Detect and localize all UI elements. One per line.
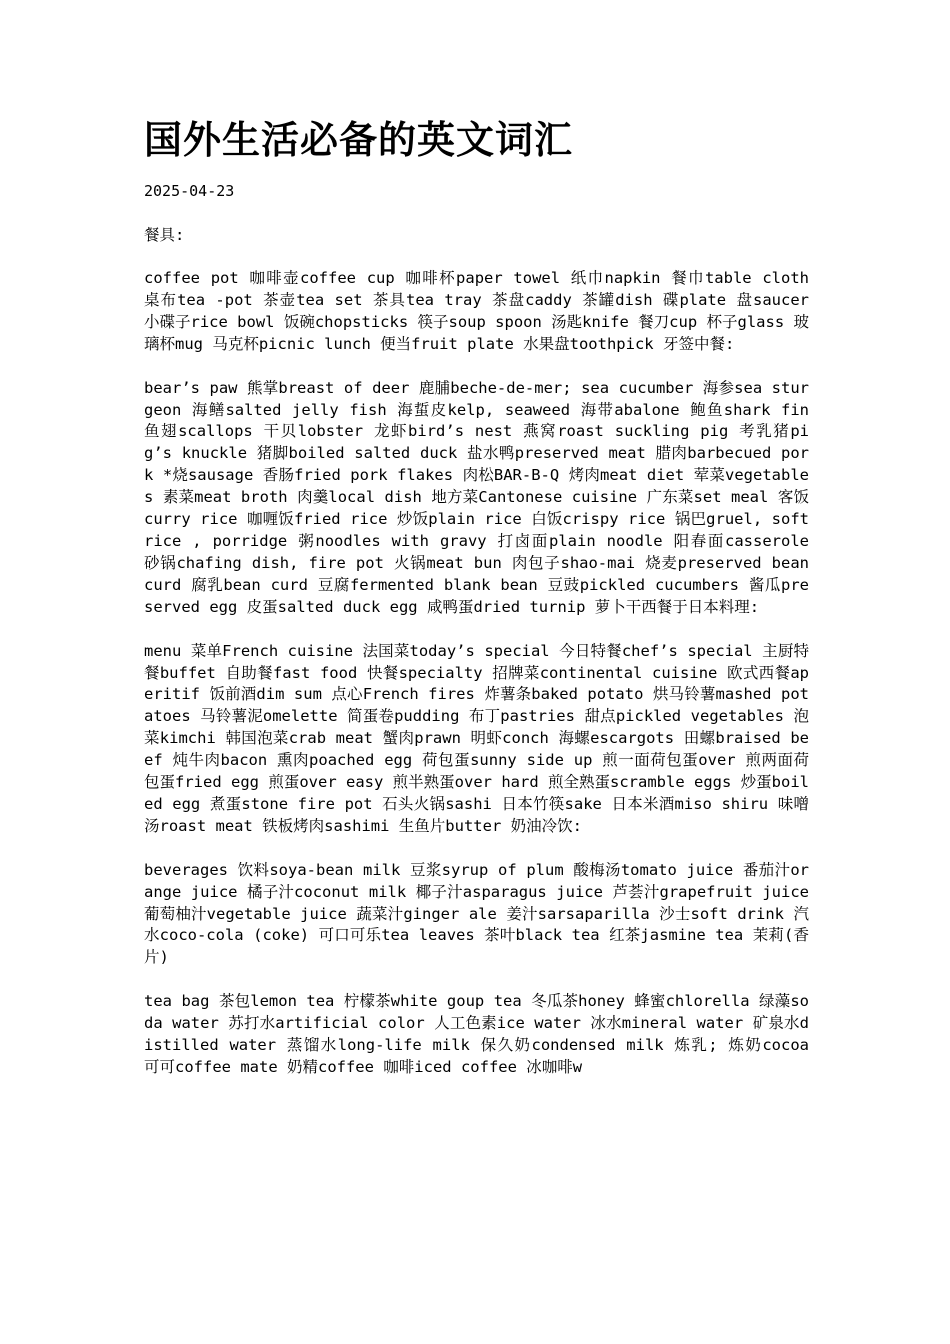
paragraph-western-japanese-food: menu 菜单French cuisine 法国菜today’s special 今日特餐chef’s special 主厨特餐buffet 自助餐fast food 快餐specialty 招牌菜continental cuisine 欧式西餐aperitif 饭前酒dim sum 点心French fires 炸薯条baked potato 烘马铃薯mashed potatoes 马铃薯泥omelette 简蛋卷pudding 布丁pastries 甜点pickled vegetables 泡菜kimchi 韩国泡菜crab meat 蟹肉prawn 明虾conch 海螺escargots 田螺braised beef 炖牛肉bacon 熏肉poached egg 荷包蛋sunny side up 煎一面荷包蛋over 煎两面荷包蛋fried egg 煎蛋over easy 煎半熟蛋over hard 煎全熟蛋scramble eggs 炒蛋boiled egg 煮蛋stone fire pot 石头火锅sashi 日本竹筷sake 日本米酒miso shiru 味噌汤roast meat 铁板烤肉sashimi 生鱼片butter 奶油冷饮:: [144, 641, 809, 835]
paragraph-chinese-food: bear’s paw 熊掌breast of deer 鹿脯beche-de-mer; sea cucumber 海参sea sturgeon 海鳝salted jelly fish 海蜇皮kelp, seaweed 海带abalone 鲍鱼shark fin 鱼翅scallops 干贝lobster 龙虾bird’s nest 燕窝roast suckling pig 考乳猪pig’s knuckle 猪脚boiled salted duck 盐水鸭preserved meat 腊肉barbecued pork *烧sausage 香肠fried pork flakes 肉松BAR-B-Q 烤肉meat diet 荤菜vegetables 素菜meat broth 肉羹local dish 地方菜Cantonese cuisine 广东菜set meal 客饭curry rice 咖喱饭fried rice 炒饭plain rice 白饭crispy rice 锅巴gruel, soft rice , porridge 粥noodles with gravy 打卤面plain noodle 阳春面casserole 砂锅chafing dish, fire pot 火锅meat bun 肉包子shao-mai 烧麦preserved bean curd 腐乳bean curd 豆腐fermented blank bean 豆豉pickled cucumbers 酱瓜preserved egg 皮蛋salted duck egg 咸鸭蛋dried turnip 萝卜干西餐于日本料理:: [144, 378, 809, 616]
document-page: [144, 112, 809, 1101]
document-title: 国外生活必备的英文词汇: [144, 117, 574, 162]
paragraph-tableware: coffee pot 咖啡壶coffee cup 咖啡杯paper towel 纸巾napkin 餐巾table cloth 桌布tea -pot 茶壶tea set 茶具tea tray 茶盘caddy 茶罐dish 碟plate 盘saucer 小碟子rice bowl 饭碗chopsticks 筷子soup spoon 汤匙knife 餐刀cup 杯子glass 玻璃杯mug 马克杯picnic lunch 便当fruit plate 水果盘toothpick 牙签中餐:: [144, 269, 809, 353]
publish-date: 2025-04-23: [144, 182, 235, 200]
paragraph-beverages: beverages 饮料soya-bean milk 豆浆syrup of plum 酸梅汤tomato juice 番茄汁orange juice 橘子汁coconut milk 椰子汁asparagus juice 芦荟汁grapefruit juice 葡萄柚汁vegetable juice 蔬菜汁ginger ale 姜汁sarsaparilla 沙士soft drink 汽水coco-cola (coke) 可口可乐tea leaves 茶叶black tea 红茶jasmine tea 茉莉(香片): [144, 860, 809, 967]
paragraph-drinks-more: tea bag 茶包lemon tea 柠檬茶white goup tea 冬瓜茶honey 蜂蜜chlorella 绿藻soda water 苏打水artificial color 人工色素ice water 冰水mineral water 矿泉水distilled water 蒸馏水long-life milk 保久奶condensed milk 炼乳; 炼奶cocoa 可可coffee mate 奶精coffee 咖啡iced coffee 冰咖啡w: [144, 992, 809, 1076]
section-heading-tableware: 餐具:: [144, 226, 185, 244]
